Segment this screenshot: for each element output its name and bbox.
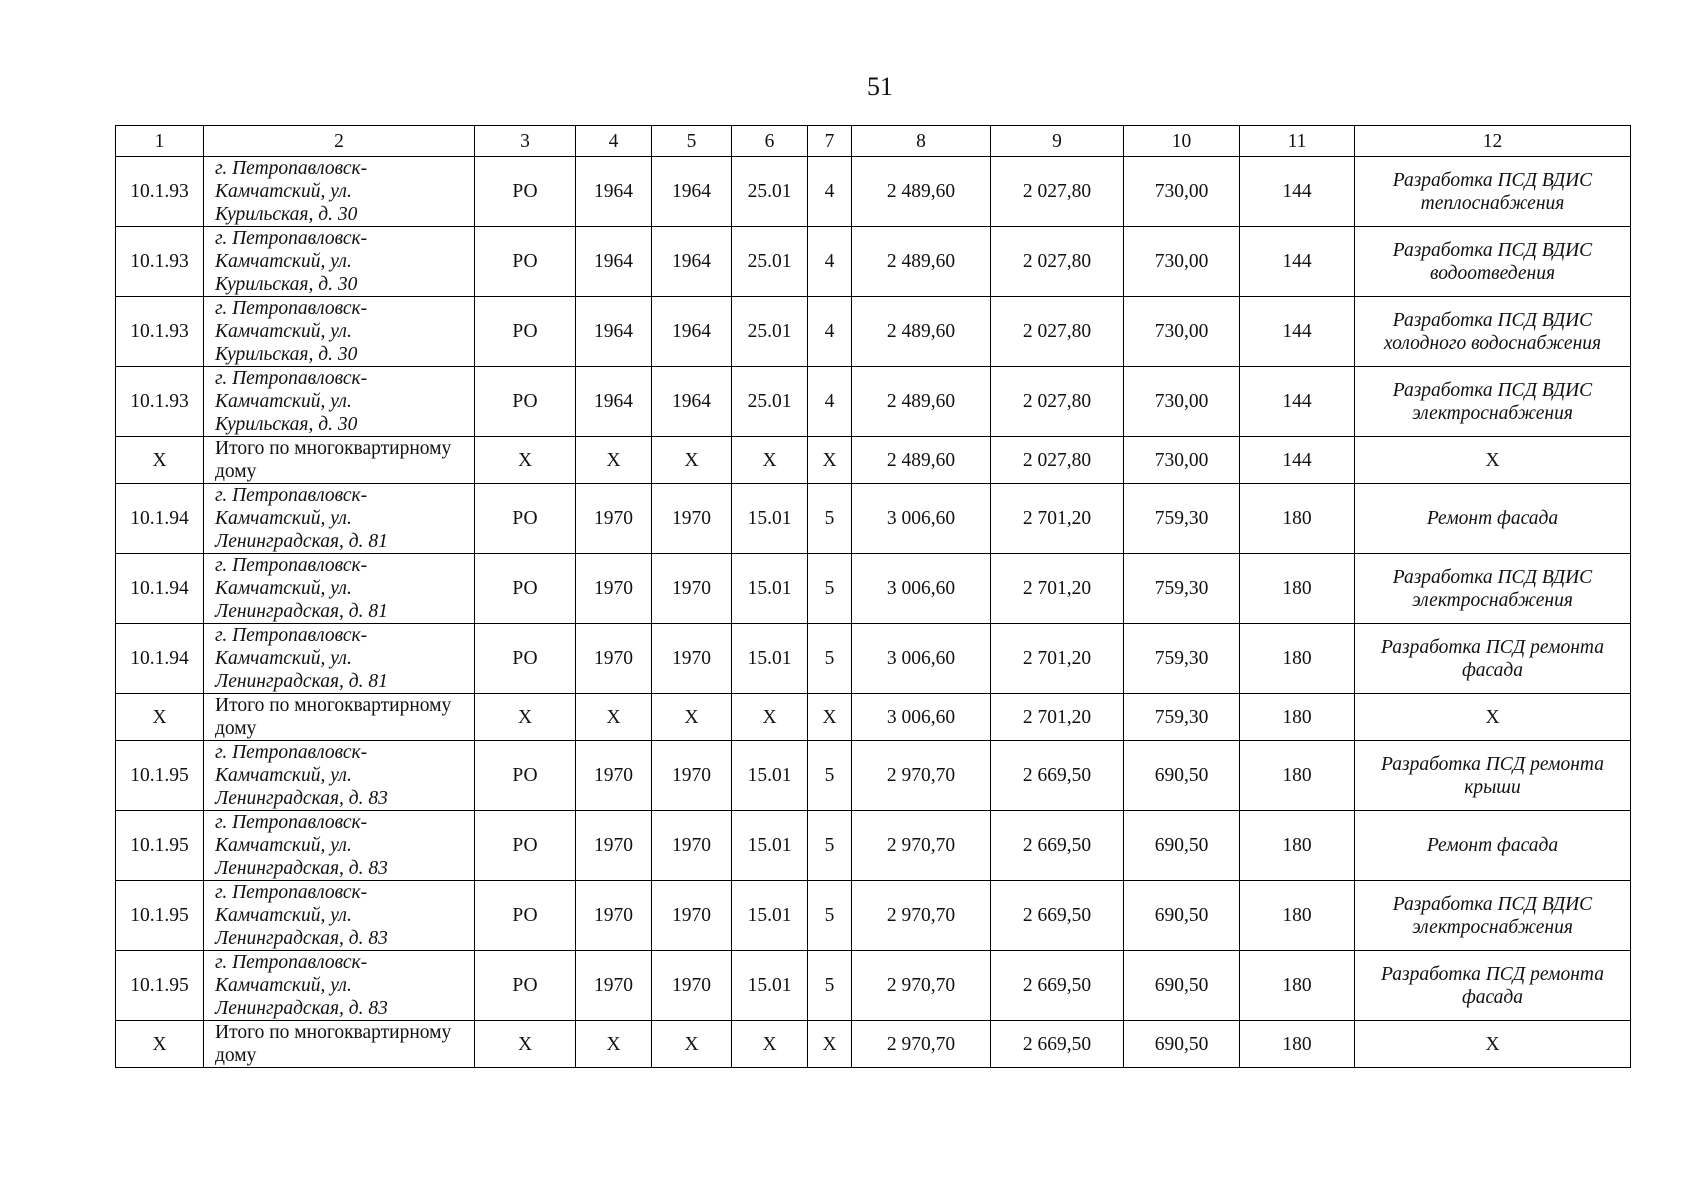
address-line: г. Петропавловск- [215,882,368,903]
header-row [116,126,1631,157]
work-type-line: Разработка ПСД ремонта [1381,753,1604,775]
year-commissioned-cell: 1970 [652,554,732,624]
year-commissioned-cell: 1964 [652,227,732,297]
residents-cell: 144 [1240,227,1355,297]
work-type-line: Х [1485,706,1500,728]
address-line: г. Петропавловск- [215,485,368,506]
year-built-cell: 1970 [576,554,652,624]
total-area-cell: 3 006,60 [852,484,991,554]
page-number: 51 [867,72,893,101]
column-header: 11 [1240,126,1355,157]
work-type-line: электроснабжения [1412,589,1573,611]
address-line: г. Петропавловск- [215,298,368,319]
year-built-cell: 1970 [576,741,652,811]
address-line: г. Петропавловск- [215,158,368,179]
year-commissioned-cell: Х [652,694,732,741]
table-row [116,951,1631,1021]
address-line: Камчатский, ул. [215,251,352,272]
address-line: Ленинградская, д. 83 [215,788,388,809]
row-number-cell: 10.1.94 [116,484,204,554]
owner-cell: РО [475,227,576,297]
work-type-cell [1355,624,1631,694]
living-area-cell: 2 669,50 [991,741,1124,811]
residents-cell: 180 [1240,554,1355,624]
work-type-cell [1355,951,1631,1021]
column-header: 3 [475,126,576,157]
work-type-line: фасада [1461,986,1524,1008]
row-number-cell: Х [116,694,204,741]
living-area-cell: 2 701,20 [991,624,1124,694]
work-type-cell [1355,297,1631,367]
year-commissioned-cell: 1970 [652,951,732,1021]
year-commissioned-cell: 1970 [652,484,732,554]
residents-cell: 180 [1240,484,1355,554]
table-row [116,881,1631,951]
address-line: г. Петропавловск- [215,228,368,249]
address-line: Ленинградская, д. 81 [215,671,388,692]
table-row [116,227,1631,297]
total-area-cell: 2 489,60 [852,437,991,484]
owner-cell: РО [475,951,576,1021]
column-header: 10 [1124,126,1240,157]
address-line: дому [215,1045,257,1066]
non-living-area-cell: 759,30 [1124,554,1240,624]
address-line: Камчатский, ул. [215,905,352,926]
non-living-area-cell: 730,00 [1124,437,1240,484]
owner-cell: РО [475,624,576,694]
table-body [116,157,1631,1068]
address-cell [204,741,475,811]
address-line: Камчатский, ул. [215,508,352,529]
address-line: Камчатский, ул. [215,578,352,599]
address-line: Курильская, д. 30 [215,344,358,365]
non-living-area-cell: 690,50 [1124,1021,1240,1068]
address-line: Курильская, д. 30 [215,204,358,225]
address-cell [204,484,475,554]
floors-cell: Х [808,694,852,741]
year-built-cell: 1970 [576,881,652,951]
non-living-area-cell: 690,50 [1124,811,1240,881]
year-built-cell: Х [576,437,652,484]
non-living-area-cell: 759,30 [1124,484,1240,554]
wall-material-cell: Х [732,437,808,484]
owner-cell: РО [475,297,576,367]
year-built-cell: 1970 [576,811,652,881]
address-line: г. Петропавловск- [215,812,368,833]
table-row [116,811,1631,881]
owner-cell: РО [475,484,576,554]
wall-material-cell: Х [732,1021,808,1068]
address-line: г. Петропавловск- [215,952,368,973]
work-type-line: Разработка ПСД ВДИС [1392,566,1593,588]
floors-cell: 5 [808,811,852,881]
total-row [116,1021,1631,1068]
address-line: Ленинградская, д. 83 [215,928,388,949]
work-type-line: Х [1485,1033,1500,1055]
year-commissioned-cell: 1964 [652,367,732,437]
address-cell [204,811,475,881]
work-type-line: теплоснабжения [1420,192,1565,214]
living-area-cell: 2 027,80 [991,367,1124,437]
year-built-cell: 1964 [576,367,652,437]
row-number-cell: 10.1.95 [116,951,204,1021]
row-number-cell: 10.1.94 [116,624,204,694]
work-type-cell [1355,811,1631,881]
table-row [116,157,1631,227]
work-type-cell [1355,554,1631,624]
address-cell [204,437,475,484]
address-cell [204,624,475,694]
work-type-line: крыши [1464,776,1521,798]
wall-material-cell: 15.01 [732,624,808,694]
address-line: г. Петропавловск- [215,555,368,576]
living-area-cell: 2 027,80 [991,297,1124,367]
address-line: Курильская, д. 30 [215,414,358,435]
floors-cell: 5 [808,554,852,624]
wall-material-cell: 25.01 [732,367,808,437]
non-living-area-cell: 730,00 [1124,367,1240,437]
year-commissioned-cell: Х [652,1021,732,1068]
year-built-cell: 1964 [576,227,652,297]
living-area-cell: 2 701,20 [991,484,1124,554]
column-header: 8 [852,126,991,157]
floors-cell: 5 [808,624,852,694]
total-area-cell: 3 006,60 [852,624,991,694]
residents-cell: 180 [1240,951,1355,1021]
address-line: Камчатский, ул. [215,835,352,856]
work-type-line: Х [1485,449,1500,471]
work-type-line: водоотведения [1429,262,1556,284]
year-built-cell: Х [576,1021,652,1068]
row-number-cell: 10.1.95 [116,881,204,951]
floors-cell: 5 [808,741,852,811]
non-living-area-cell: 690,50 [1124,741,1240,811]
address-line: Итого по многоквартирному [215,438,452,459]
year-commissioned-cell: 1970 [652,811,732,881]
column-header: 4 [576,126,652,157]
floors-cell: 5 [808,484,852,554]
living-area-cell: 2 027,80 [991,157,1124,227]
total-area-cell: 2 489,60 [852,297,991,367]
table-row [116,484,1631,554]
owner-cell: Х [475,1021,576,1068]
total-area-cell: 2 970,70 [852,1021,991,1068]
owner-cell: РО [475,367,576,437]
living-area-cell: 2 027,80 [991,227,1124,297]
floors-cell: 4 [808,157,852,227]
address-line: Камчатский, ул. [215,765,352,786]
address-line: дому [215,718,257,739]
address-line: Итого по многоквартирному [215,695,452,716]
work-type-cell [1355,694,1631,741]
address-cell [204,227,475,297]
column-header: 2 [204,126,475,157]
row-number-cell: 10.1.93 [116,227,204,297]
year-built-cell: 1970 [576,624,652,694]
work-type-line: электроснабжения [1412,402,1573,424]
row-number-cell: 10.1.95 [116,741,204,811]
residents-cell: 144 [1240,367,1355,437]
total-area-cell: 2 970,70 [852,741,991,811]
row-number-cell: 10.1.93 [116,297,204,367]
wall-material-cell: 15.01 [732,811,808,881]
total-area-cell: 2 970,70 [852,951,991,1021]
living-area-cell: 2 669,50 [991,881,1124,951]
address-line: Камчатский, ул. [215,321,352,342]
row-number-cell: 10.1.93 [116,157,204,227]
year-built-cell: 1970 [576,484,652,554]
address-line: Ленинградская, д. 81 [215,531,388,552]
work-type-line: Разработка ПСД ВДИС [1392,309,1593,331]
residents-cell: 144 [1240,437,1355,484]
address-line: Камчатский, ул. [215,975,352,996]
work-type-line: холодного водоснабжения [1383,332,1602,354]
total-area-cell: 2 970,70 [852,811,991,881]
address-line: Ленинградская, д. 83 [215,998,388,1019]
wall-material-cell: 15.01 [732,484,808,554]
non-living-area-cell: 759,30 [1124,694,1240,741]
year-built-cell: 1970 [576,951,652,1021]
registry-table [115,125,1631,1068]
total-area-cell: 3 006,60 [852,694,991,741]
work-type-cell [1355,484,1631,554]
wall-material-cell: 15.01 [732,881,808,951]
table-row [116,624,1631,694]
year-commissioned-cell: 1970 [652,881,732,951]
work-type-line: Разработка ПСД ремонта [1381,963,1604,985]
total-row [116,437,1631,484]
owner-cell: РО [475,741,576,811]
table-row [116,297,1631,367]
floors-cell: 4 [808,227,852,297]
year-built-cell: 1964 [576,297,652,367]
non-living-area-cell: 690,50 [1124,881,1240,951]
work-type-cell [1355,367,1631,437]
address-cell [204,157,475,227]
address-line: Камчатский, ул. [215,648,352,669]
year-commissioned-cell: 1964 [652,157,732,227]
residents-cell: 180 [1240,624,1355,694]
work-type-line: фасада [1461,659,1524,681]
address-line: г. Петропавловск- [215,742,368,763]
owner-cell: Х [475,437,576,484]
total-area-cell: 2 489,60 [852,367,991,437]
address-cell [204,367,475,437]
floors-cell: Х [808,437,852,484]
row-number-cell: Х [116,437,204,484]
floors-cell: 4 [808,297,852,367]
wall-material-cell: 15.01 [732,951,808,1021]
address-line: дому [215,461,257,482]
wall-material-cell: 15.01 [732,741,808,811]
work-type-cell [1355,741,1631,811]
non-living-area-cell: 730,00 [1124,227,1240,297]
work-type-line: Разработка ПСД ремонта [1381,636,1604,658]
work-type-line: Ремонт фасада [1426,508,1559,529]
owner-cell: РО [475,554,576,624]
owner-cell: РО [475,881,576,951]
year-commissioned-cell: 1970 [652,624,732,694]
column-header: 1 [116,126,204,157]
total-area-cell: 3 006,60 [852,554,991,624]
row-number-cell: 10.1.94 [116,554,204,624]
total-area-cell: 2 489,60 [852,227,991,297]
year-built-cell: Х [576,694,652,741]
column-header: 12 [1355,126,1631,157]
residents-cell: 144 [1240,297,1355,367]
work-type-line: электроснабжения [1412,916,1573,938]
work-type-cell [1355,227,1631,297]
address-cell [204,951,475,1021]
row-number-cell: 10.1.93 [116,367,204,437]
non-living-area-cell: 730,00 [1124,297,1240,367]
floors-cell: 4 [808,367,852,437]
year-built-cell: 1964 [576,157,652,227]
non-living-area-cell: 690,50 [1124,951,1240,1021]
row-number-cell: 10.1.95 [116,811,204,881]
column-header: 7 [808,126,852,157]
year-commissioned-cell: 1970 [652,741,732,811]
work-type-line: Разработка ПСД ВДИС [1392,893,1593,915]
owner-cell: Х [475,694,576,741]
living-area-cell: 2 669,50 [991,1021,1124,1068]
work-type-line: Ремонт фасада [1426,835,1559,856]
year-commissioned-cell: Х [652,437,732,484]
wall-material-cell: 25.01 [732,297,808,367]
column-header: 5 [652,126,732,157]
residents-cell: 180 [1240,881,1355,951]
address-cell [204,554,475,624]
address-cell [204,694,475,741]
owner-cell: РО [475,811,576,881]
wall-material-cell: 25.01 [732,227,808,297]
address-cell [204,881,475,951]
residents-cell: 180 [1240,811,1355,881]
address-line: Ленинградская, д. 81 [215,601,388,622]
address-cell [204,297,475,367]
residents-cell: 180 [1240,741,1355,811]
residents-cell: 180 [1240,1021,1355,1068]
address-line: Ленинградская, д. 83 [215,858,388,879]
living-area-cell: 2 027,80 [991,437,1124,484]
row-number-cell: Х [116,1021,204,1068]
year-commissioned-cell: 1964 [652,297,732,367]
total-area-cell: 2 489,60 [852,157,991,227]
address-line: г. Петропавловск- [215,625,368,646]
address-line: Камчатский, ул. [215,181,352,202]
work-type-cell [1355,1021,1631,1068]
wall-material-cell: Х [732,694,808,741]
wall-material-cell: 25.01 [732,157,808,227]
total-area-cell: 2 970,70 [852,881,991,951]
living-area-cell: 2 669,50 [991,811,1124,881]
work-type-cell [1355,881,1631,951]
floors-cell: 5 [808,881,852,951]
address-line: г. Петропавловск- [215,368,368,389]
table-row [116,741,1631,811]
non-living-area-cell: 759,30 [1124,624,1240,694]
floors-cell: 5 [808,951,852,1021]
floors-cell: Х [808,1021,852,1068]
work-type-line: Разработка ПСД ВДИС [1392,169,1593,191]
work-type-cell [1355,437,1631,484]
non-living-area-cell: 730,00 [1124,157,1240,227]
residents-cell: 144 [1240,157,1355,227]
work-type-line: Разработка ПСД ВДИС [1392,379,1593,401]
table-row [116,554,1631,624]
living-area-cell: 2 701,20 [991,554,1124,624]
owner-cell: РО [475,157,576,227]
work-type-line: Разработка ПСД ВДИС [1392,239,1593,261]
wall-material-cell: 15.01 [732,554,808,624]
work-type-cell [1355,157,1631,227]
table-row [116,367,1631,437]
address-line: Итого по многоквартирному [215,1022,452,1043]
address-cell [204,1021,475,1068]
column-header: 6 [732,126,808,157]
living-area-cell: 2 701,20 [991,694,1124,741]
residents-cell: 180 [1240,694,1355,741]
living-area-cell: 2 669,50 [991,951,1124,1021]
address-line: Курильская, д. 30 [215,274,358,295]
column-header: 9 [991,126,1124,157]
total-row [116,694,1631,741]
address-line: Камчатский, ул. [215,391,352,412]
